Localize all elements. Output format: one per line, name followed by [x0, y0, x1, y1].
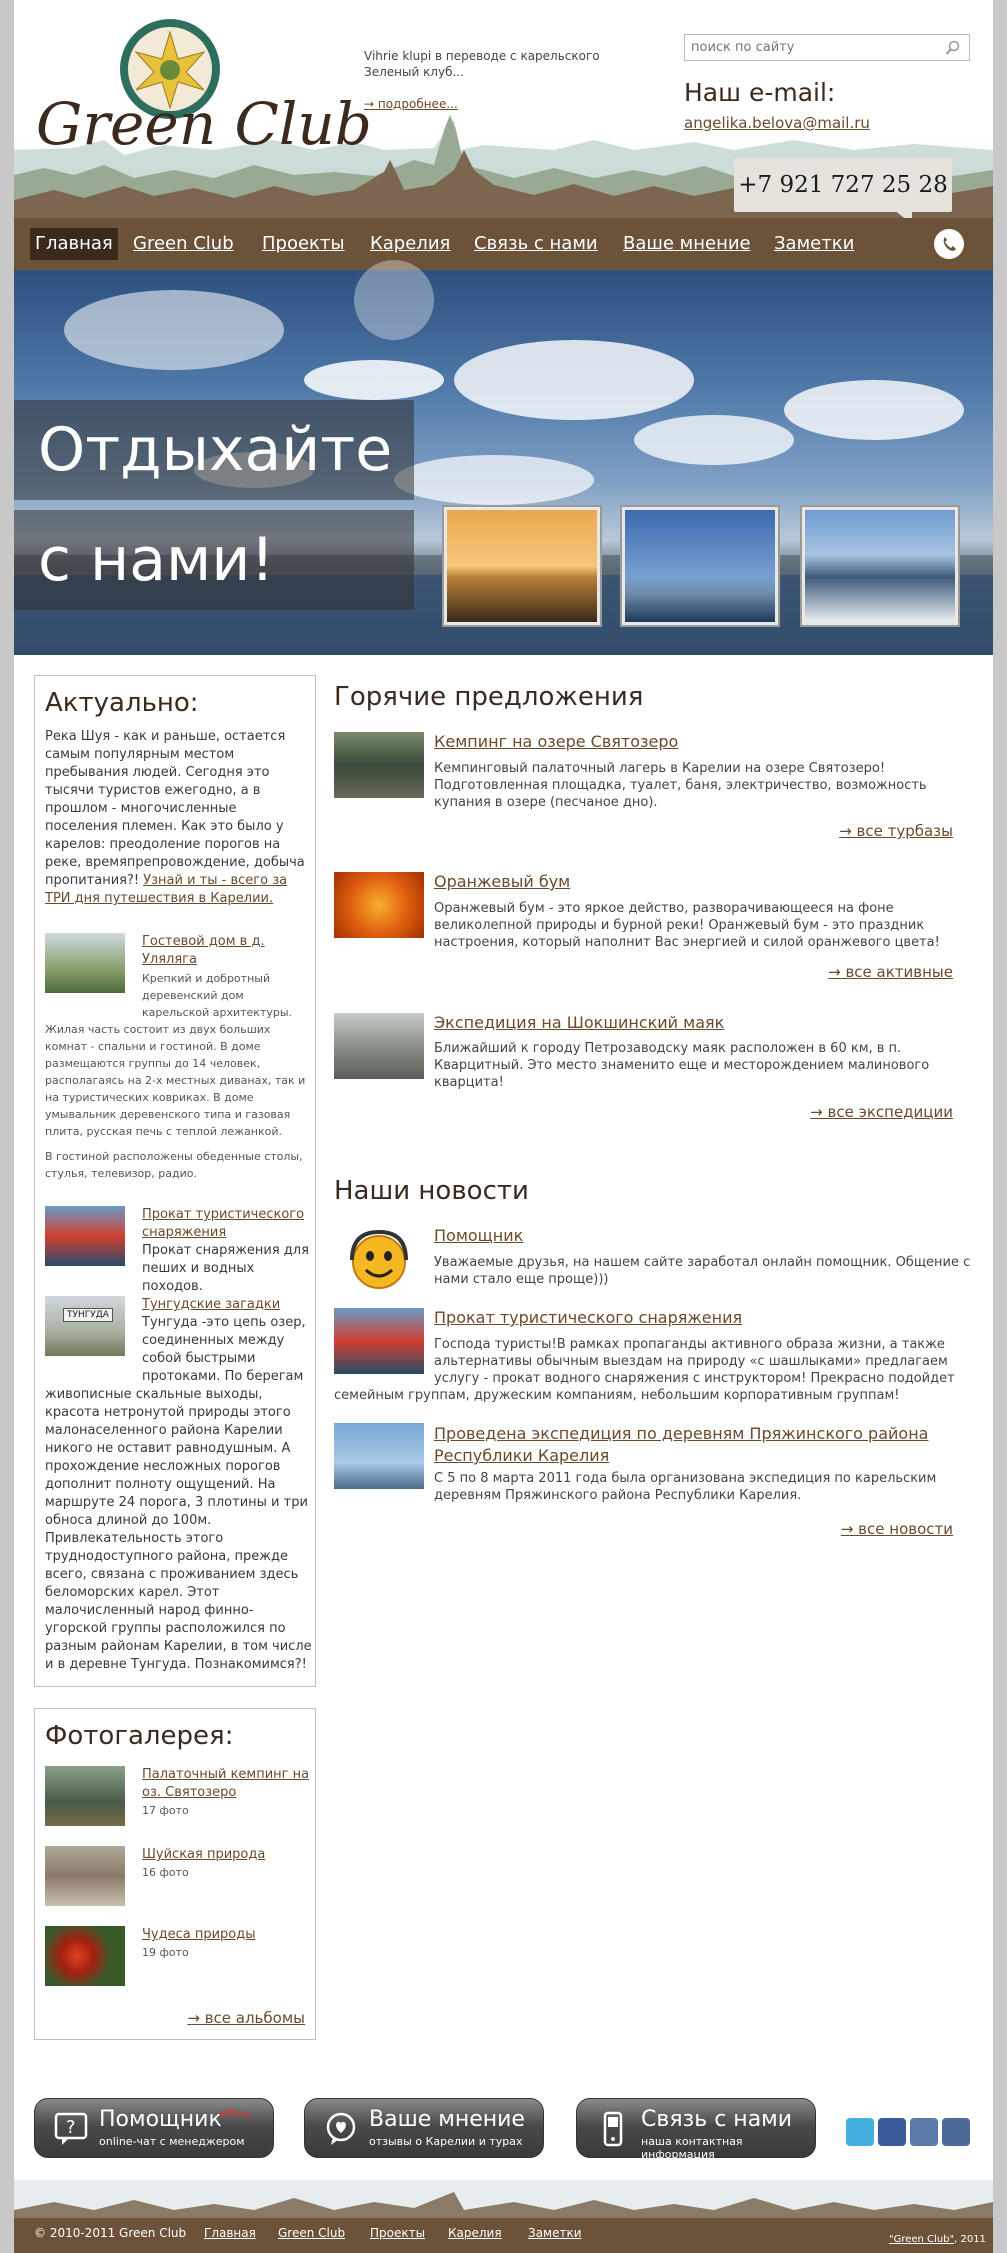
nav-item-home[interactable]: Главная [30, 228, 118, 260]
gallery-link-camping[interactable]: Палаточный кемпинг на оз. Святозеро [142, 1767, 310, 1800]
gallery-count-shuya: 16 фото [142, 1866, 189, 1879]
svg-text:?: ? [66, 2117, 76, 2138]
rental-news-link[interactable]: Прокат туристического снаряжения [434, 1308, 743, 1327]
logo-text: Green Club [36, 90, 372, 158]
rental-text: Прокат снаряжения для пеших и водных походов. [142, 1243, 309, 1294]
tagline: Vihrie klupi в переводе с карельского Зеленый клуб... [364, 49, 600, 79]
contact-sub: наша контактная информация [641, 2135, 743, 2161]
search-input[interactable] [685, 35, 935, 60]
actual-title: Актуально: [45, 688, 199, 718]
opinion-sub: отзывы о Карелии и турах [369, 2135, 523, 2148]
expedition-news-link[interactable]: Проведена экспедиция по деревням Пряжинского района Республики Карелия [434, 1424, 929, 1465]
lighthouse-text: Ближайший к городу Петрозаводску маяк расположен в 60 км, в п. Кварцитный. Это место знаменито еще и месторождением малинового кварцита! [434, 1041, 930, 1090]
main-nav [14, 218, 993, 270]
vkontakte-icon[interactable] [942, 2118, 970, 2146]
guest-house-extra: Жилая часть состоит из двух больших комнат - спальни и гостиной. В доме размещаются группы до 14 человек, располагаясь на 2-х местных диванах, так и на туристических ковриках. В доме умывальник деревенского типа и газовая плита, русская печь с теплой лежанкой. [45, 1023, 306, 1138]
nav-item-green-club[interactable]: Green Club [133, 233, 234, 254]
orange-boom-image[interactable] [334, 872, 424, 938]
gallery-count-camping: 17 фото [142, 1804, 189, 1817]
guest-house-link[interactable]: Гостевой дом в д. Уляляга [142, 934, 265, 967]
email-title: Наш e-mail: [684, 78, 836, 107]
helper-news-link[interactable]: Помощник [434, 1226, 524, 1245]
helper-chat-sub: online-чат с менеджером [99, 2135, 245, 2148]
offline-badge: offline [219, 2109, 251, 2120]
guest-house-image[interactable] [45, 933, 125, 993]
gallery-thumb-wonders[interactable] [45, 1926, 125, 1986]
search-icon[interactable] [945, 40, 961, 56]
orange-boom-link[interactable]: Оранжевый бум [434, 872, 571, 891]
nav-item-opinion[interactable]: Ваше мнение [623, 233, 751, 254]
gallery-title: Фотогалерея: [45, 1721, 234, 1751]
contact-button[interactable] [576, 2098, 816, 2161]
footer-link-home[interactable]: Главная [204, 2226, 256, 2240]
tunguda-link[interactable]: Тунгудские загадки [142, 1297, 281, 1312]
facebook-icon[interactable] [878, 2118, 906, 2146]
helper-chat-button[interactable] [34, 2098, 274, 2158]
footer-link-green-club[interactable]: Green Club [278, 2226, 346, 2240]
twitter-icon[interactable] [846, 2118, 874, 2146]
all-active-link[interactable]: → все активные [828, 963, 953, 981]
chat-icon [53, 2111, 89, 2147]
slogan-line-2: с нами! [14, 510, 414, 610]
expedition-news-text: С 5 по 8 марта 2011 года была организована экспедиция по карельским деревням Пряжинского района Республики Карелия. [434, 1471, 937, 1503]
guest-house-text: Крепкий и добротный деревенский дом карельской архитектуры. [142, 972, 292, 1019]
helper-chat-label: Помощник [99, 2107, 222, 2132]
actual-text: Река Шуя - как и раньше, остается самым популярным местом пребывания людей. Сегодня это тысячи туристов ежегодно, а в прошлом - многочисленные поселения племен. Как это было у карелов: преодоление порогов на реке, времяпрепровождение, добыча пропитания?! [45, 729, 305, 888]
gallery-thumb-shuya[interactable] [45, 1846, 125, 1906]
opinion-button[interactable] [304, 2098, 544, 2158]
footer-link-notes[interactable]: Заметки [528, 2226, 582, 2240]
orange-boom-text: Оранжевый бум - это яркое действо, разворачивающееся на фоне великолепной природы и бурной реки! Оранжевый бум - это праздник настроения, который наполнит Вас энергией и силой оранжевого цвета! [434, 901, 940, 950]
header [14, 0, 993, 270]
news-title: Наши новости [334, 1176, 529, 1206]
banner-thumb-sunset[interactable] [444, 507, 600, 625]
phone-number: +7 921 727 25 28 [734, 158, 952, 212]
search-box [684, 34, 970, 61]
actual-link[interactable]: Узнай и ты - всего за ТРИ дня путешествия в Карелии. [45, 873, 288, 906]
email-link[interactable]: angelika.belova@mail.ru [684, 114, 870, 132]
lighthouse-link[interactable]: Экспедиция на Шокшинский маяк [434, 1013, 725, 1032]
gallery-box [34, 1708, 316, 2040]
slogan-line-1: Отдыхайте [14, 400, 414, 500]
green-club-logo[interactable] [28, 14, 372, 174]
helper-smiley-image[interactable] [334, 1226, 424, 1292]
copyright: © 2010-2011 Green Club [34, 2226, 187, 2240]
credit: "Green Club", 2011 [889, 2234, 986, 2245]
nav-item-contact[interactable]: Связь с нами [474, 233, 598, 254]
gallery-thumb-camping[interactable] [45, 1766, 125, 1826]
camping-text: Кемпинговый палаточный лагерь в Карелии на озере Святозеро! Подготовленная площадка, туалет, баня, электричество, возможность купания в озере (песчаное дно). [434, 761, 927, 810]
banner-thumb-clouds[interactable] [622, 507, 778, 625]
gallery-count-wonders: 19 фото [142, 1946, 189, 1959]
page [14, 0, 993, 2253]
nav-item-notes[interactable]: Заметки [774, 233, 855, 254]
footer-link-karelia[interactable]: Карелия [448, 2226, 502, 2240]
all-news-link[interactable]: → все новости [840, 1520, 953, 1538]
footer-link-projects[interactable]: Проекты [370, 2226, 426, 2240]
gallery-link-shuya[interactable]: Шуйская природа [142, 1847, 266, 1862]
livejournal-icon[interactable] [910, 2118, 938, 2146]
credit-link[interactable]: "Green Club" [889, 2234, 955, 2245]
nav-item-karelia[interactable]: Карелия [370, 233, 451, 254]
camping-link[interactable]: Кемпинг на озере Святозеро [434, 732, 679, 751]
hero-banner [14, 270, 993, 655]
heart-bubble-icon [323, 2111, 359, 2147]
rental-image[interactable] [45, 1206, 125, 1266]
gallery-link-wonders[interactable]: Чудеса природы [142, 1927, 256, 1942]
guest-house-extra-2: В гостиной расположены обеденные столы, стулья, телевизор, радио. [45, 1150, 303, 1180]
footer-skyline-illustration [14, 2180, 993, 2220]
hot-offers-title: Горячие предложения [334, 682, 644, 712]
banner-thumb-winter[interactable] [802, 507, 958, 625]
opinion-label: Ваше мнение [369, 2107, 525, 2132]
mobile-phone-icon [595, 2111, 631, 2147]
contact-label: Связь с нами [641, 2107, 793, 2132]
rental-news-text: Господа туристы!В рамках пропаганды активного образа жизни, а также альтернативы обычным выездам на природу «с шашлыками» предлагаем услугу - прокат водного снаряжения с инструктором! Прекрасно подойдет семейным группам, дружеским компаниям, небольшим корпоративным группам! [334, 1337, 955, 1403]
helper-news-text: Уважаемые друзья, на нашем сайте заработал онлайн помощник. Общение с нами стало еще проще))) [434, 1255, 971, 1287]
tunguda-text: Тунгуда -это цепь озер, соединенных между собой быстрыми протоками. По берегам живописные скальные выходы, красота нетронутой природы этого малонаселенного района Карелии никого не оставит равнодушным. А прохождение несложных порогов дополнит полноту ощущений. На маршруте 24 порога, 3 плотины и три обноса длиной до 100м. Привлекательность этого труднодоступного района, прежде всего, связана с проживанием здесь беломорских карел. Этот малочисленный народ финно-угорской группы расположился по разным районам Карелии, в том числе и в деревне Тунгуда. Познакомимся?! [45, 1315, 312, 1672]
all-tourbases-link[interactable]: → все турбазы [839, 822, 953, 840]
all-albums-link[interactable]: → все альбомы [187, 2009, 305, 2027]
nav-item-projects[interactable]: Проекты [262, 233, 345, 254]
camping-image[interactable] [334, 732, 424, 798]
all-expeditions-link[interactable]: → все экспедиции [810, 1103, 953, 1121]
more-link[interactable]: → подробнее... [364, 97, 458, 111]
lighthouse-image[interactable] [334, 1013, 424, 1079]
rental-link[interactable]: Прокат туристического снаряжения [142, 1207, 305, 1240]
tunguda-sign: ТУНГУДА [63, 1308, 113, 1322]
phone-icon[interactable] [934, 229, 964, 259]
actual-box [34, 675, 316, 1687]
